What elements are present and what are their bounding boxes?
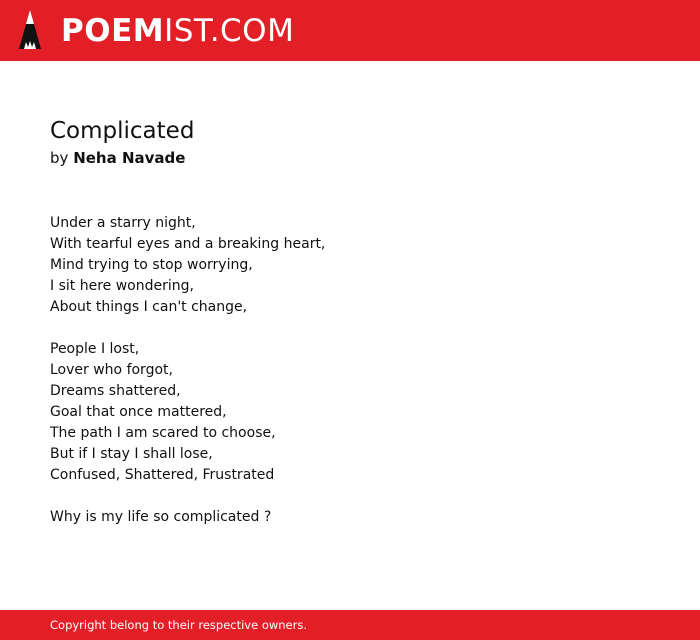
poem-line: The path I am scared to choose, <box>50 425 276 441</box>
site-logo[interactable] <box>61 11 294 51</box>
copyright-text: Copyright belong to their respective owners. <box>50 618 308 632</box>
poem-line: But if I stay I shall lose, <box>50 446 213 462</box>
poem-line: I sit here wondering, <box>50 278 194 294</box>
by-label: by <box>50 149 69 167</box>
site-footer <box>0 610 700 640</box>
poem-body <box>50 213 650 528</box>
author-name: Neha Navade <box>73 149 186 167</box>
poem-title: Complicated <box>50 118 195 144</box>
poem-line: Dreams shattered, <box>50 383 181 399</box>
poem-line: People I lost, <box>50 341 140 357</box>
poem-line: Mind trying to stop worrying, <box>50 257 253 273</box>
poem-line: Lover who forgot, <box>50 362 173 378</box>
poem-line: With tearful eyes and a breaking heart, <box>50 236 326 252</box>
poem-line: About things I can't change, <box>50 299 248 315</box>
stanza <box>50 339 650 486</box>
logo-light-text: IST.COM <box>164 13 295 49</box>
stanza <box>50 213 650 318</box>
poem-line: Why is my life so complicated ? <box>50 509 272 525</box>
logo-bold-text: POEM <box>61 13 165 49</box>
poem-line: Under a starry night, <box>50 215 196 231</box>
stanza <box>50 507 650 528</box>
pencil-tip-icon <box>17 9 43 51</box>
poem-line: Goal that once mattered, <box>50 404 227 420</box>
poem-line: Confused, Shattered, Frustrated <box>50 467 275 483</box>
site-header <box>0 0 700 61</box>
poem-content <box>50 116 650 549</box>
byline <box>50 147 650 169</box>
